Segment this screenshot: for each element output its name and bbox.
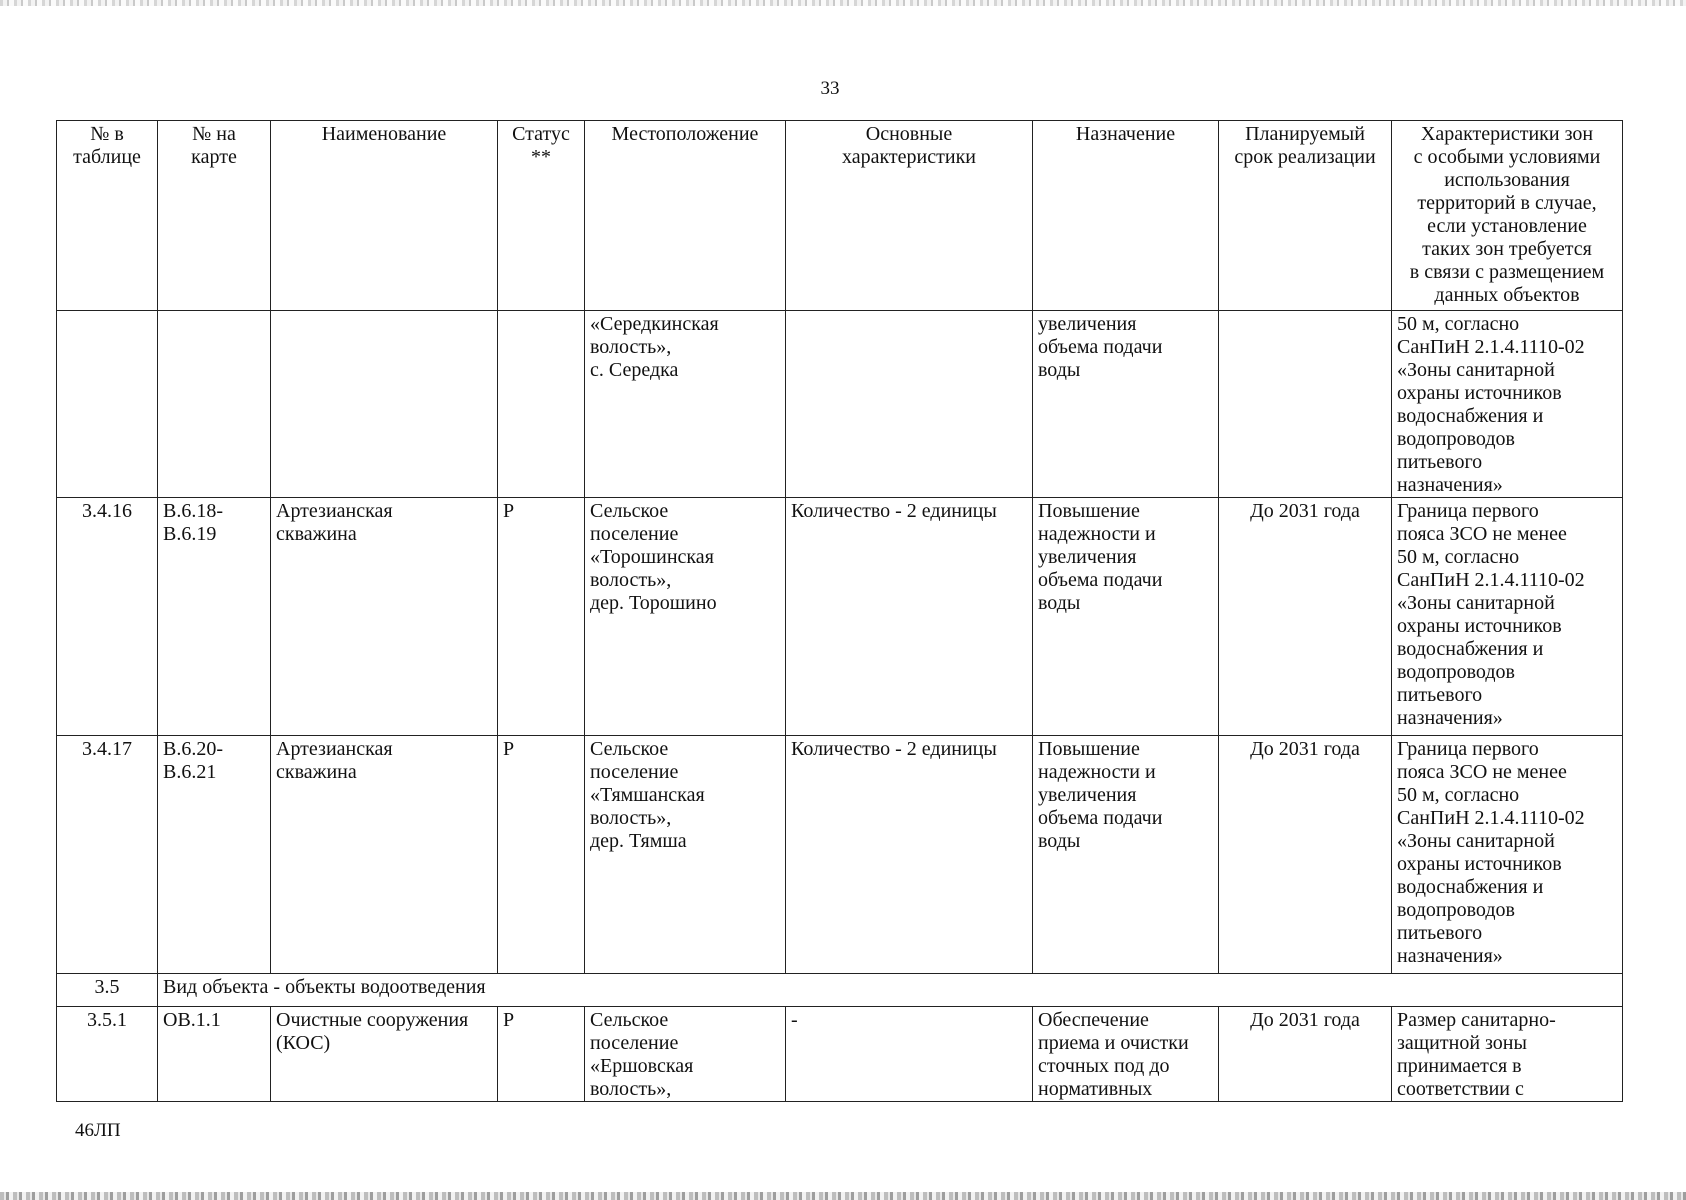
cell-table-no: 3.5.1 — [57, 1007, 158, 1102]
cell-zones: 50 м, согласно СанПиН 2.1.4.1110-02 «Зоны санитарной охраны источников водоснабжения и водопроводов питьевого назначения» — [1392, 311, 1623, 498]
section-title: Вид объекта - объекты водоотведения — [158, 974, 1623, 1007]
cell-zones: Граница первого пояса ЗСО не менее 50 м, согласно СанПиН 2.1.4.1110-02 «Зоны санитарной охраны источников водоснабжения и водопроводов питьевого назначения» — [1392, 736, 1623, 974]
table-row — [57, 498, 1623, 736]
header-cell-zones: Характеристики зон с особыми условиями использования территорий в случае, если установление таких зон требуется в связи с размещением данных объектов — [1392, 121, 1623, 311]
header-cell-characteristics: Основные характеристики — [786, 121, 1033, 311]
cell-name — [271, 311, 498, 498]
scan-edge-top — [0, 0, 1686, 6]
scan-edge-bottom — [0, 1192, 1686, 1200]
cell-characteristics: - — [786, 1007, 1033, 1102]
cell-characteristics — [786, 311, 1033, 498]
cell-table-no: 3.4.17 — [57, 736, 158, 974]
cell-purpose: Повышение надежности и увеличения объема подачи воды — [1033, 736, 1219, 974]
cell-term: До 2031 года — [1219, 498, 1392, 736]
cell-zones: Размер санитарно- защитной зоны принимается в соответствии с — [1392, 1007, 1623, 1102]
cell-characteristics: Количество - 2 единицы — [786, 498, 1033, 736]
objects-table — [56, 120, 1623, 1102]
cell-term: До 2031 года — [1219, 1007, 1392, 1102]
table-row — [57, 1007, 1623, 1102]
cell-name: Очистные сооружения (КОС) — [271, 1007, 498, 1102]
table-row — [57, 311, 1623, 498]
header-cell-status: Статус ** — [498, 121, 585, 311]
cell-table-no — [57, 311, 158, 498]
cell-purpose: Обеспечение приема и очистки сточных под до нормативных — [1033, 1007, 1219, 1102]
cell-term: До 2031 года — [1219, 736, 1392, 974]
cell-status: Р — [498, 498, 585, 736]
cell-map-no — [158, 311, 271, 498]
cell-map-no: ОВ.1.1 — [158, 1007, 271, 1102]
table-header-row — [57, 121, 1623, 311]
cell-location: «Середкинская волость», с. Середка — [585, 311, 786, 498]
cell-status — [498, 311, 585, 498]
cell-map-no: В.6.20- В.6.21 — [158, 736, 271, 974]
header-cell-purpose: Назначение — [1033, 121, 1219, 311]
header-cell-map-no: № на карте — [158, 121, 271, 311]
cell-purpose: увеличения объема подачи воды — [1033, 311, 1219, 498]
cell-purpose: Повышение надежности и увеличения объема подачи воды — [1033, 498, 1219, 736]
cell-name: Артезианская скважина — [271, 498, 498, 736]
document-footer-code: 46ЛП — [75, 1120, 121, 1141]
cell-term — [1219, 311, 1392, 498]
section-number: 3.5 — [57, 974, 158, 1007]
header-cell-location: Местоположение — [585, 121, 786, 311]
table-row — [57, 736, 1623, 974]
cell-location: Сельское поселение «Тямшанская волость», дер. Тямша — [585, 736, 786, 974]
cell-map-no: В.6.18- В.6.19 — [158, 498, 271, 736]
cell-characteristics: Количество - 2 единицы — [786, 736, 1033, 974]
header-cell-name: Наименование — [271, 121, 498, 311]
cell-table-no: 3.4.16 — [57, 498, 158, 736]
cell-location: Сельское поселение «Торошинская волость», дер. Торошино — [585, 498, 786, 736]
page-number: 33 — [820, 78, 840, 99]
section-row — [57, 974, 1623, 1007]
cell-status: Р — [498, 1007, 585, 1102]
cell-status: Р — [498, 736, 585, 974]
cell-location: Сельское поселение «Ершовская волость», — [585, 1007, 786, 1102]
header-cell-table-no: № в таблице — [57, 121, 158, 311]
cell-zones: Граница первого пояса ЗСО не менее 50 м, согласно СанПиН 2.1.4.1110-02 «Зоны санитарной охраны источников водоснабжения и водопроводов питьевого назначения» — [1392, 498, 1623, 736]
header-cell-term: Планируемый срок реализации — [1219, 121, 1392, 311]
cell-name: Артезианская скважина — [271, 736, 498, 974]
